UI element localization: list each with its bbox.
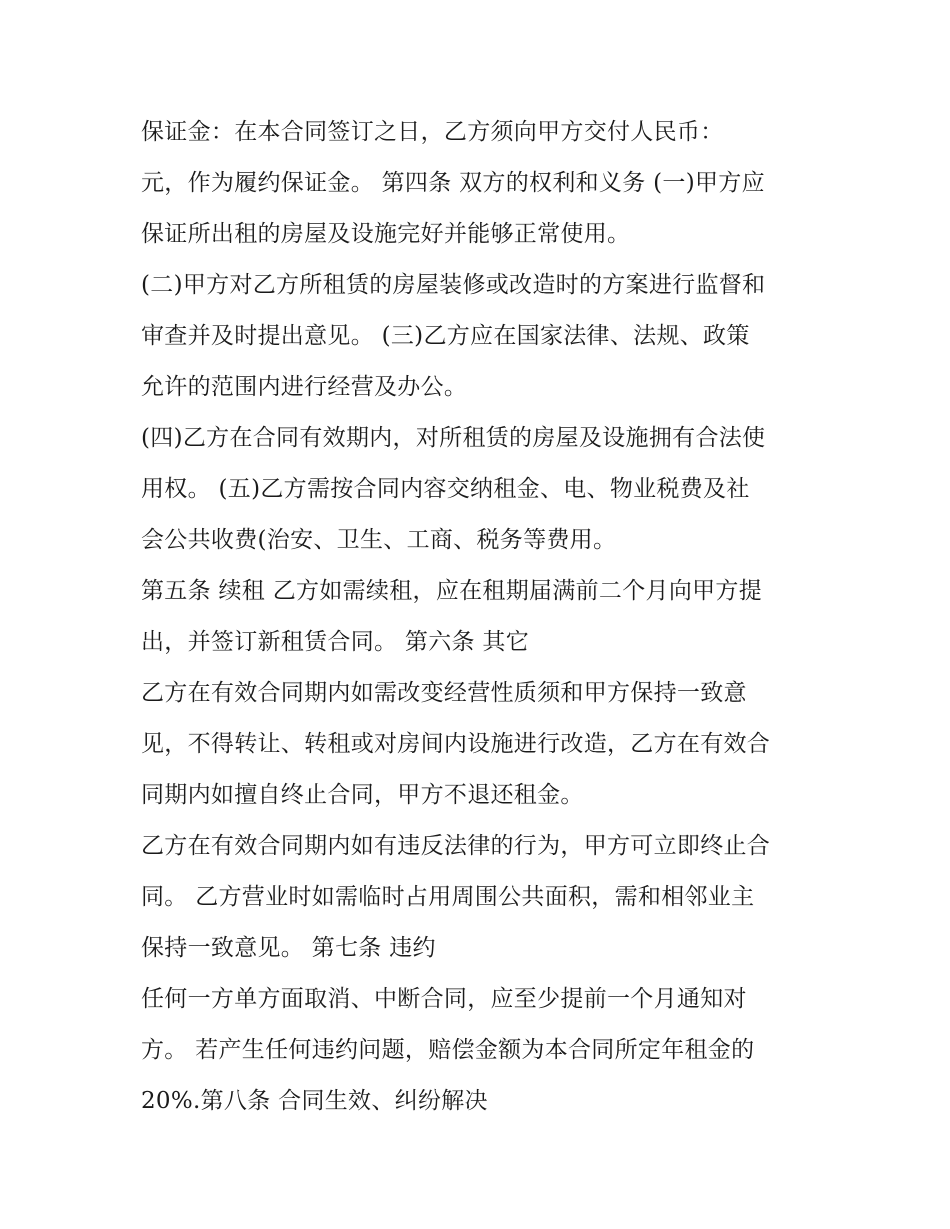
text-line: 乙方在有效合同期内如需改变经营性质须和甲方保持一致意 [141,680,747,706]
text-line: 乙方在有效合同期内如有违反法律的行为，甲方可立即终止合 [141,833,771,859]
text-line: 第五条 续租 乙方如需续租，应在租期届满前二个月向甲方提 [141,578,763,604]
text-line: 保证金：在本合同签订之日，乙方须向甲方交付人民币： [141,119,724,145]
text-line: 保证所出租的房屋及设施完好并能够正常使用。 [141,221,631,247]
text-line: 允许的范围内进行经营及办公。 [141,374,468,400]
text-line: 同期内如擅自终止合同，甲方不退还租金。 [141,782,584,808]
text-line: 保持一致意见。 第七条 违约 [141,935,436,961]
contract-text-body [141,107,831,1127]
text-line: 20%.第八条 合同生效、纠纷解决 [141,1088,488,1114]
text-line: (二)甲方对乙方所租赁的房屋装修或改造时的方案进行监督和 [141,272,766,298]
text-line: 元，作为履约保证金。 第四条 双方的权利和义务 (一)甲方应 [141,170,765,196]
text-line: 出，并签订新租赁合同。 第六条 其它 [141,629,530,655]
text-line: 审查并及时提出意见。 (三)乙方应在国家法律、法规、政策 [141,323,750,349]
text-line: 会公共收费(治安、卫生、工商、税务等费用。 [141,527,617,553]
text-line: (四)乙方在合同有效期内，对所租赁的房屋及设施拥有合法使 [141,425,766,451]
text-line: 方。 若产生任何违约问题，赔偿金额为本合同所定年租金的 [141,1037,755,1063]
text-line: 任何一方单方面取消、中断合同，应至少提前一个月通知对 [141,986,747,1012]
text-line: 见，不得转让、转租或对房间内设施进行改造，乙方在有效合 [141,731,771,757]
text-line: 同。 乙方营业时如需临时占用周围公共面积，需和相邻业主 [141,884,755,910]
text-line: 用权。 (五)乙方需按合同内容交纳租金、电、物业税费及社 [141,476,750,502]
